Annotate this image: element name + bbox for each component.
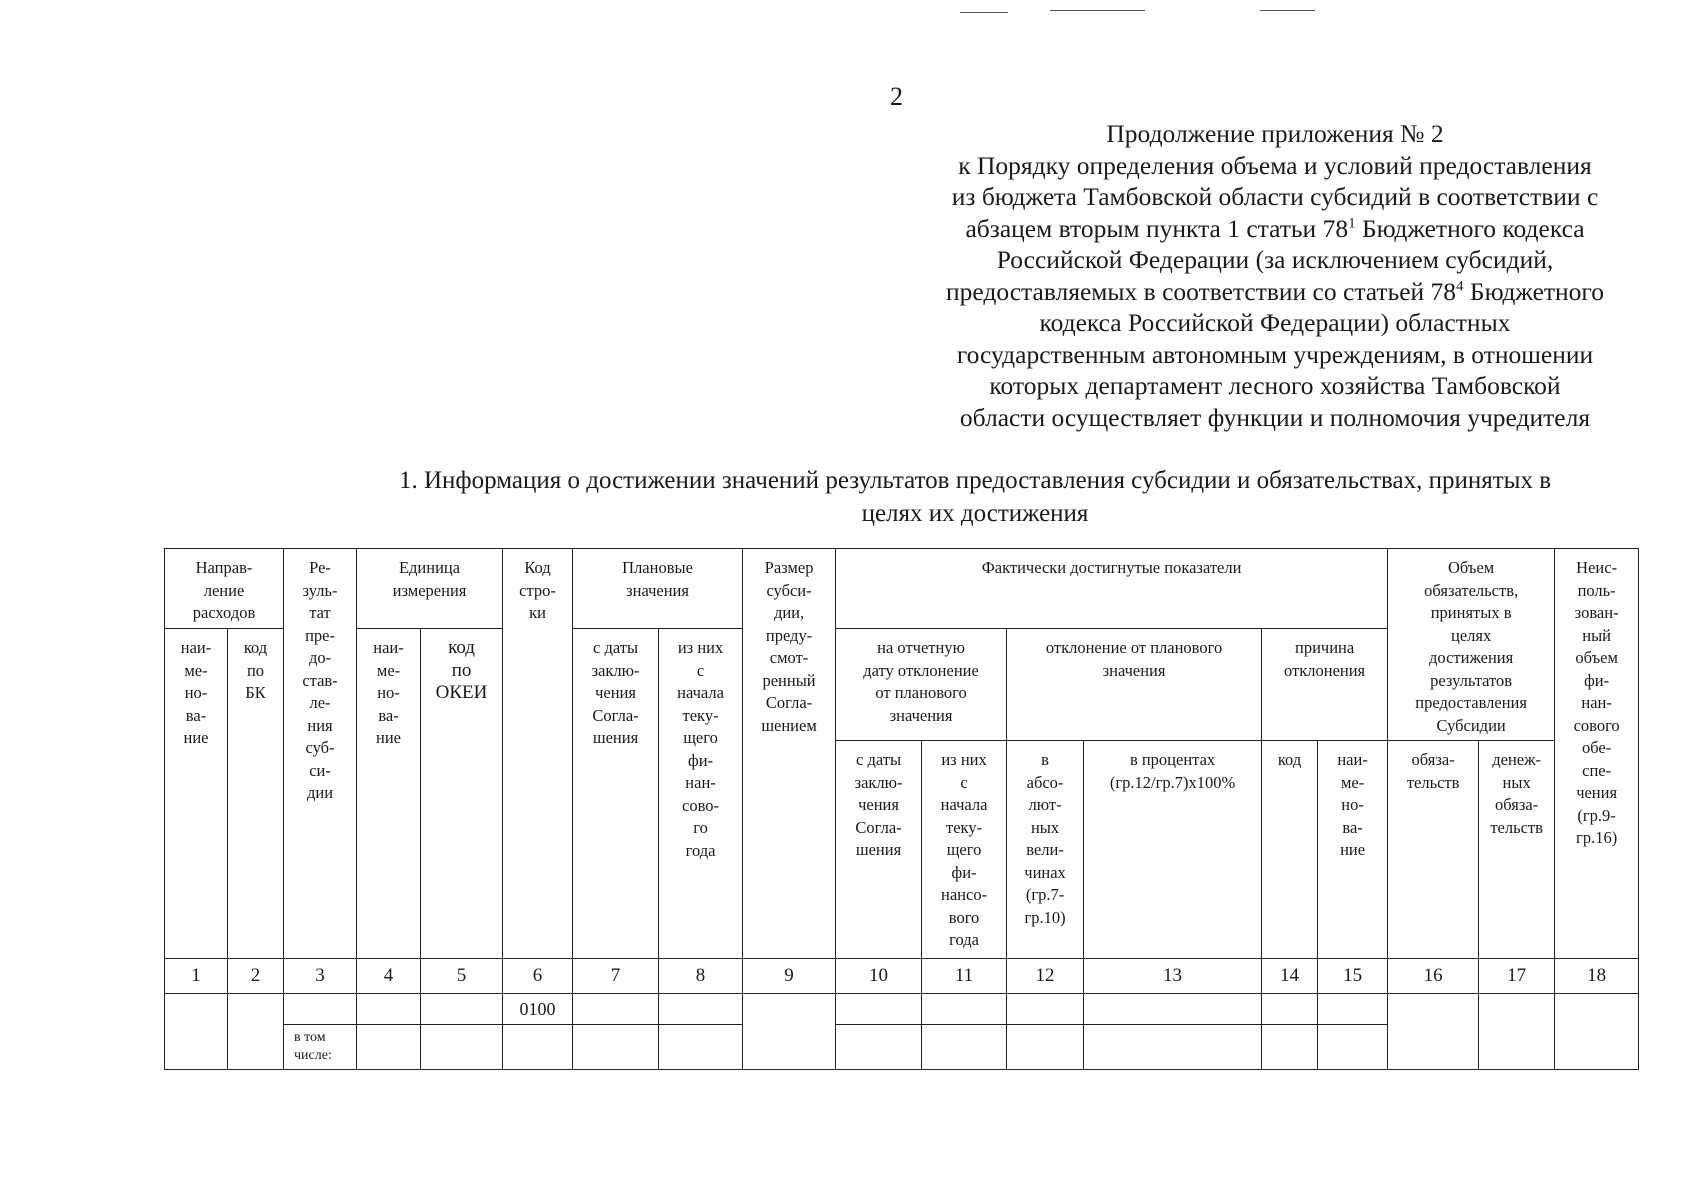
table-cell xyxy=(165,994,228,1070)
header-deviation: отклонение от планового значения xyxy=(1007,629,1262,741)
table-cell xyxy=(922,1025,1007,1070)
header-actual-fiscal-year: из них с начала теку- щего фи- нансо- вого года xyxy=(922,741,1007,959)
header-actual-from-agreement: с даты заклю- чения Согла- шения xyxy=(836,741,922,959)
header-direction-code: код по БК xyxy=(228,629,284,959)
header-reason: причина отклонения xyxy=(1262,629,1388,741)
header-line-text: абзацем вторым пункта 1 статьи 78 xyxy=(965,213,1349,243)
page-number: 2 xyxy=(890,82,903,111)
header-line: из бюджета Тамбовской области субсидий в соответствии с xyxy=(951,182,1599,211)
table-cell xyxy=(1318,994,1388,1025)
header-result: Ре- зуль- тат пре- до- став- ле- ния суб- си- дии xyxy=(284,549,357,959)
header-deviation-absolute: в абсо- лют- ных вели- чинах (гр.7- гр.10) xyxy=(1007,741,1084,959)
header-line-tail: Бюджетного кодекса xyxy=(1355,213,1585,243)
table-cell xyxy=(1318,1025,1388,1070)
section-title xyxy=(300,464,1650,530)
table-cell xyxy=(573,1025,659,1070)
row-code-cell: 0100 xyxy=(503,994,573,1025)
header-unit: Единица измерения xyxy=(357,549,503,629)
header-unit-code: код по ОКЕИ xyxy=(421,629,503,959)
header-line: государственным автономным учреждениям, в отношении xyxy=(956,339,1594,369)
table-cell xyxy=(659,1025,743,1070)
header-row-code: Код стро- ки xyxy=(503,549,573,959)
table-cell xyxy=(1388,994,1479,1070)
including-cell xyxy=(284,1025,357,1070)
table-cell xyxy=(421,994,503,1025)
section-title-line: 1. Информация о достижении значений результатов предоставления субсидии и обязательствах, принятых в xyxy=(398,467,1551,494)
table-cell xyxy=(1084,994,1262,1025)
table-cell xyxy=(922,994,1007,1025)
column-number: 6 xyxy=(503,959,573,994)
column-number: 13 xyxy=(1084,959,1262,994)
header-line xyxy=(880,213,1670,245)
superscript: 1 xyxy=(1348,215,1356,231)
header-line: Российской Федерации (за исключением субсидий, xyxy=(996,245,1554,274)
table-cell xyxy=(836,994,922,1025)
column-number: 7 xyxy=(573,959,659,994)
header-direction: Направ- ление расходов xyxy=(165,549,284,629)
including-label: в том числе: xyxy=(294,1030,332,1063)
scan-mark xyxy=(960,12,1008,13)
column-number: 14 xyxy=(1262,959,1318,994)
header-line-tail: Бюджетного xyxy=(1463,276,1605,306)
table-cell xyxy=(503,1025,573,1070)
column-number: 2 xyxy=(228,959,284,994)
table-cell xyxy=(421,1025,503,1070)
header-on-report-date: на отчетную дату отклонение от планового значения xyxy=(836,629,1007,741)
header-line xyxy=(880,276,1670,308)
table-cell xyxy=(1555,994,1639,1070)
column-number: 1 xyxy=(165,959,228,994)
header-direction-name: наи- ме- но- ва- ние xyxy=(165,629,228,959)
column-number: 3 xyxy=(284,959,357,994)
section-title-line: целях их достижения xyxy=(861,500,1089,527)
column-number: 5 xyxy=(421,959,503,994)
header-line: к Порядку определения объема и условий предоставления xyxy=(958,150,1592,180)
header-plan-fiscal-year: из них с начала теку- щего фи- нан- сово- го года xyxy=(659,629,743,959)
table-cell xyxy=(659,994,743,1025)
column-number: 18 xyxy=(1555,959,1639,994)
subsidy-report-table xyxy=(164,548,1639,1070)
column-number: 11 xyxy=(922,959,1007,994)
header-planned: Плановые значения xyxy=(573,549,743,629)
header-reason-code: код xyxy=(1262,741,1318,959)
column-number: 12 xyxy=(1007,959,1084,994)
column-number: 17 xyxy=(1479,959,1555,994)
table-cell xyxy=(743,994,836,1070)
table-cell xyxy=(836,1025,922,1070)
column-number: 16 xyxy=(1388,959,1479,994)
table-cell xyxy=(1479,994,1555,1070)
table-cell xyxy=(1262,994,1318,1025)
header-monetary-obligations: денеж- ных обяза- тельств xyxy=(1479,741,1555,959)
table-row xyxy=(165,994,1639,1025)
column-number: 9 xyxy=(743,959,836,994)
table-cell xyxy=(1084,1025,1262,1070)
header-obligations-total: обяза- тельств xyxy=(1388,741,1479,959)
header-line: Продолжение приложения № 2 xyxy=(1106,119,1444,148)
header-plan-from-agreement: с даты заклю- чения Согла- шения xyxy=(573,629,659,959)
column-number: 4 xyxy=(357,959,421,994)
column-number: 8 xyxy=(659,959,743,994)
header-unit-name: наи- ме- но- ва- ние xyxy=(357,629,421,959)
table-cell xyxy=(228,994,284,1070)
appendix-header xyxy=(880,118,1670,433)
header-obligations: Объем обязательств, принятых в целях достижения результатов предоставления Субсидии xyxy=(1388,549,1555,741)
table-cell xyxy=(1007,994,1084,1025)
scan-mark xyxy=(1260,10,1315,11)
header-line: кодекса Российской Федерации) областных xyxy=(1039,308,1511,337)
header-actual: Фактически достигнутые показатели xyxy=(836,549,1388,629)
header-deviation-percent: в процентах (гр.12/гр.7)х100% xyxy=(1084,741,1262,959)
header-unused: Неис- поль- зован- ный объем фи- нан- сового обе- спе- чения (гр.9- гр.16) xyxy=(1555,549,1639,959)
header-line-text: предоставляемых в соответствии со статьей 78 xyxy=(945,276,1457,306)
table-cell xyxy=(357,994,421,1025)
table-cell xyxy=(1262,1025,1318,1070)
column-number: 15 xyxy=(1318,959,1388,994)
superscript: 4 xyxy=(1456,278,1464,294)
header-reason-name: наи- ме- но- ва- ние xyxy=(1318,741,1388,959)
column-number: 10 xyxy=(836,959,922,994)
header-line: которых департамент лесного хозяйства Тамбовской xyxy=(989,371,1561,400)
scan-mark xyxy=(1050,10,1145,11)
header-line: области осуществляет функции и полномочия учредителя xyxy=(959,402,1591,432)
table-cell xyxy=(284,994,357,1025)
header-subsidy-size: Размер субси- дии, преду- смот- ренный Согла- шением xyxy=(743,549,836,959)
table-cell xyxy=(573,994,659,1025)
table-cell xyxy=(357,1025,421,1070)
table-cell xyxy=(1007,1025,1084,1070)
